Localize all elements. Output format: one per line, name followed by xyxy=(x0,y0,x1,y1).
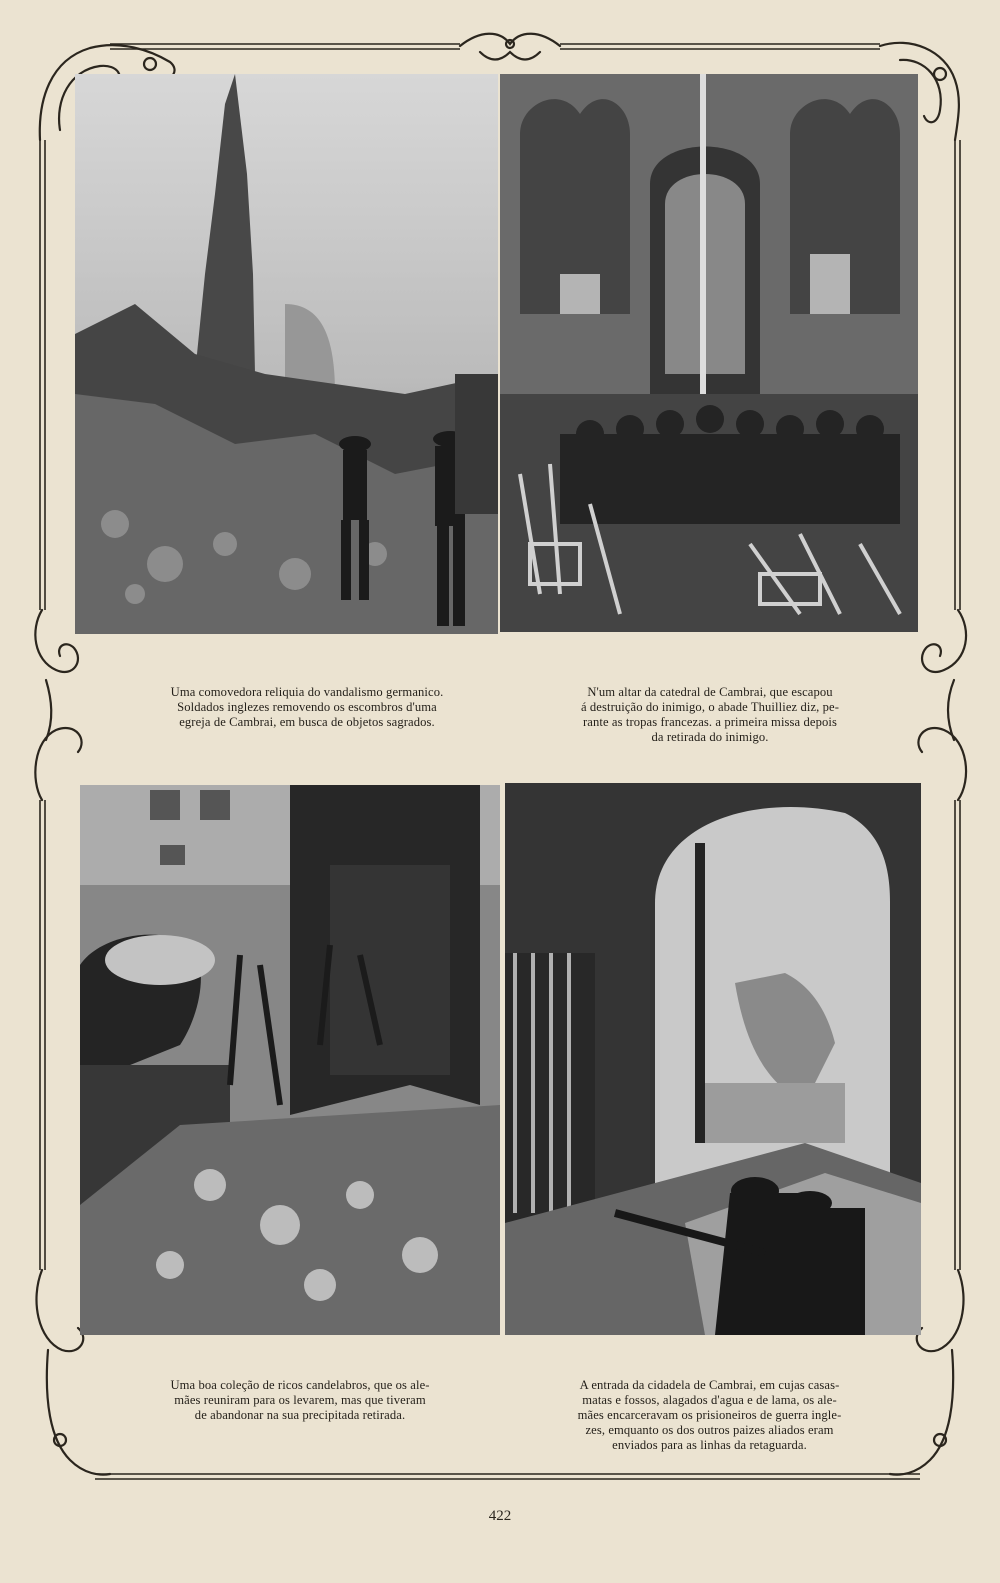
caption-ruins: Uma comovedora reliquia do vandalismo germanico. Soldados inglezes removendo os escombros d'uma egreja de Cambrai, em busca de objetos sagrados. xyxy=(170,685,444,729)
caption-citadel-gate: A entrada da cidadela de Cambrai, em cujas casas- matas e fossos, alagados d'agua e de lama, os ale- mães encarceravam os prisioneiros de guerra ingle- zes, emquanto os dos outros paizes aliados eram enviados para as linhas da retaguarda. xyxy=(577,1378,842,1452)
photo-citadel-gate xyxy=(505,783,921,1335)
photo-cathedral-mass xyxy=(500,74,918,632)
caption-cathedral-mass: N'um altar da catedral de Cambrai, que escapou á destruição do inimigo, o abade Thuilliez diz, pe- rante as tropas francezas. a primeira missa depois da retirada do inimigo. xyxy=(580,685,840,744)
page-number: 422 xyxy=(488,1508,512,1524)
photo-candelabra xyxy=(80,785,500,1335)
caption-candelabra: Uma boa coleção de ricos candelabros, que os ale- mães reuniram para os levarem, mas que tiveram de abandonar na sua precipitada retirada. xyxy=(170,1378,430,1422)
photo-ruins xyxy=(75,74,498,634)
